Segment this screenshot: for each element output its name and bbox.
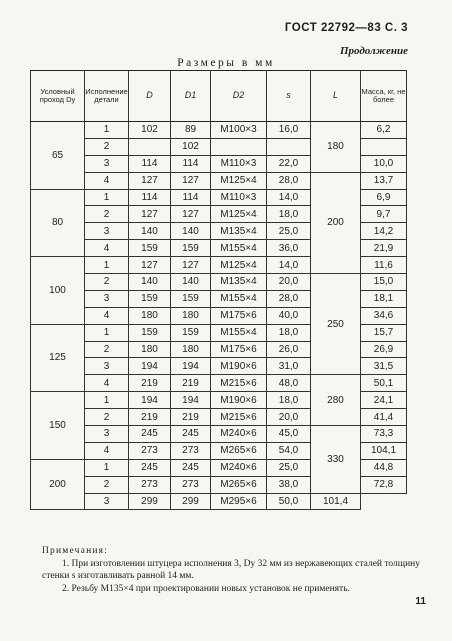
cell-mass: 73,3 — [361, 426, 407, 443]
cell-D1: 180 — [171, 341, 211, 358]
cell-version: 1 — [85, 257, 129, 274]
cell-D2: M155×4 — [211, 324, 267, 341]
col-header-D: D — [129, 71, 171, 122]
cell-s: 38,0 — [267, 476, 311, 493]
cell-s: 20,0 — [267, 409, 311, 426]
cell-D: 114 — [129, 155, 171, 172]
cell-s: 28,0 — [267, 290, 311, 307]
cell-s: 50,0 — [267, 493, 311, 510]
cell-mass: 104,1 — [361, 442, 407, 459]
cell-mass: 24,1 — [361, 392, 407, 409]
cell-D: 180 — [129, 341, 171, 358]
col-header-L: L — [311, 71, 361, 122]
cell-D2: M265×6 — [211, 476, 267, 493]
table-caption: Размеры в мм — [177, 57, 275, 69]
cell-nominal-bore: 200 — [31, 459, 85, 510]
notes-title: Примечания: — [42, 546, 109, 556]
cell-mass: 101,4 — [311, 493, 361, 510]
cell-nominal-bore: 80 — [31, 189, 85, 257]
cell-D2: M100×3 — [211, 122, 267, 139]
cell-D2: M155×4 — [211, 240, 267, 257]
cell-D2: M175×6 — [211, 341, 267, 358]
cell-version: 2 — [85, 409, 129, 426]
cell-s: 18,0 — [267, 392, 311, 409]
cell-D2: M175×6 — [211, 307, 267, 324]
page-number: 11 — [415, 596, 426, 607]
cell-s — [267, 138, 311, 155]
cell-s: 20,0 — [267, 274, 311, 291]
cell-D: 127 — [129, 206, 171, 223]
cell-mass: 15,0 — [361, 274, 407, 291]
cell-D2: M110×3 — [211, 189, 267, 206]
col-header-D2: D2 — [211, 71, 267, 122]
cell-D1: 219 — [171, 409, 211, 426]
table-row — [31, 375, 407, 392]
cell-s: 16,0 — [267, 122, 311, 139]
cell-D: 127 — [129, 172, 171, 189]
cell-D2: M125×4 — [211, 206, 267, 223]
cell-s: 25,0 — [267, 459, 311, 476]
cell-D1: 89 — [171, 122, 211, 139]
cell-version: 1 — [85, 392, 129, 409]
cell-version: 3 — [85, 155, 129, 172]
cell-D: 219 — [129, 409, 171, 426]
cell-D: 159 — [129, 324, 171, 341]
col-header-mass: Масса, кг, не более — [361, 71, 407, 122]
cell-L: 200 — [311, 172, 361, 273]
cell-D1: 114 — [171, 155, 211, 172]
cell-version: 4 — [85, 307, 129, 324]
cell-L: 330 — [311, 426, 361, 494]
cell-version: 4 — [85, 442, 129, 459]
cell-mass: 18,1 — [361, 290, 407, 307]
cell-version: 3 — [85, 493, 129, 510]
cell-D1: 127 — [171, 257, 211, 274]
cell-D: 245 — [129, 426, 171, 443]
cell-D: 194 — [129, 358, 171, 375]
cell-L: 250 — [311, 274, 361, 375]
cell-D: 273 — [129, 442, 171, 459]
cell-version: 1 — [85, 189, 129, 206]
cell-D: 194 — [129, 392, 171, 409]
cell-version: 2 — [85, 274, 129, 291]
cell-version: 4 — [85, 240, 129, 257]
standard-header: ГОСТ 22792—83 С. 3 — [284, 22, 408, 34]
table-row — [31, 122, 407, 139]
cell-D2: M110×3 — [211, 155, 267, 172]
cell-D: 102 — [129, 122, 171, 139]
cell-version: 4 — [85, 375, 129, 392]
cell-D2: M190×6 — [211, 358, 267, 375]
cell-D2 — [211, 138, 267, 155]
cell-s: 45,0 — [267, 426, 311, 443]
note-item-2: 2. Резьбу M135×4 при проектировании новых установок не применять. — [62, 583, 350, 594]
cell-mass: 41,4 — [361, 409, 407, 426]
cell-mass: 26,9 — [361, 341, 407, 358]
cell-D: 299 — [129, 493, 171, 510]
cell-D1: 245 — [171, 459, 211, 476]
cell-D: 114 — [129, 189, 171, 206]
cell-D1: 273 — [171, 442, 211, 459]
cell-version: 1 — [85, 459, 129, 476]
cell-D: 245 — [129, 459, 171, 476]
cell-s: 18,0 — [267, 324, 311, 341]
dimensions-table — [30, 70, 407, 510]
cell-D2: M240×6 — [211, 459, 267, 476]
cell-D1: 102 — [171, 138, 211, 155]
cell-s: 22,0 — [267, 155, 311, 172]
cell-s: 54,0 — [267, 442, 311, 459]
cell-D2: M135×4 — [211, 223, 267, 240]
cell-D2: M125×4 — [211, 257, 267, 274]
cell-D: 273 — [129, 476, 171, 493]
cell-version: 2 — [85, 341, 129, 358]
cell-D1: 273 — [171, 476, 211, 493]
cell-s: 25,0 — [267, 223, 311, 240]
cell-D: 219 — [129, 375, 171, 392]
table-row — [31, 426, 407, 443]
cell-s: 31,0 — [267, 358, 311, 375]
cell-mass: 34,6 — [361, 307, 407, 324]
cell-nominal-bore: 65 — [31, 122, 85, 190]
notes-block — [42, 545, 422, 595]
cell-D: 140 — [129, 223, 171, 240]
cell-D: 180 — [129, 307, 171, 324]
cell-D1: 194 — [171, 358, 211, 375]
cell-D1: 159 — [171, 290, 211, 307]
cell-D: 159 — [129, 290, 171, 307]
note-item-1: 1. При изготовлении штуцера исполнения 3, Dу 32 мм из нержавеющих сталей толщину стенки s изготавливать равной 14 мм. — [42, 558, 421, 581]
cell-s: 48,0 — [267, 375, 311, 392]
cell-D — [129, 138, 171, 155]
cell-mass: 31,5 — [361, 358, 407, 375]
cell-version: 2 — [85, 138, 129, 155]
cell-version: 3 — [85, 223, 129, 240]
continuation-label: Продолжение — [339, 45, 408, 57]
cell-mass — [361, 138, 407, 155]
cell-D2: M215×6 — [211, 409, 267, 426]
cell-D1: 180 — [171, 307, 211, 324]
cell-version: 3 — [85, 358, 129, 375]
cell-version: 3 — [85, 290, 129, 307]
cell-D1: 127 — [171, 172, 211, 189]
cell-mass: 14,2 — [361, 223, 407, 240]
cell-D1: 127 — [171, 206, 211, 223]
cell-D1: 159 — [171, 240, 211, 257]
cell-version: 2 — [85, 206, 129, 223]
cell-D2: M155×4 — [211, 290, 267, 307]
cell-mass: 15,7 — [361, 324, 407, 341]
table-row — [31, 172, 407, 189]
cell-s: 28,0 — [267, 172, 311, 189]
cell-D2: M135×4 — [211, 274, 267, 291]
cell-s: 40,0 — [267, 307, 311, 324]
cell-mass: 21,9 — [361, 240, 407, 257]
cell-s: 14,0 — [267, 189, 311, 206]
cell-nominal-bore: 125 — [31, 324, 85, 392]
cell-s: 26,0 — [267, 341, 311, 358]
cell-D2: M215×6 — [211, 375, 267, 392]
cell-s: 14,0 — [267, 257, 311, 274]
cell-nominal-bore: 150 — [31, 392, 85, 460]
cell-version: 1 — [85, 324, 129, 341]
cell-D: 127 — [129, 257, 171, 274]
cell-nominal-bore: 100 — [31, 257, 85, 325]
cell-D1: 114 — [171, 189, 211, 206]
cell-mass: 11,6 — [361, 257, 407, 274]
cell-D2: M240×6 — [211, 426, 267, 443]
cell-D: 159 — [129, 240, 171, 257]
cell-mass: 9,7 — [361, 206, 407, 223]
col-header-s: s — [267, 71, 311, 122]
cell-s: 18,0 — [267, 206, 311, 223]
cell-D1: 140 — [171, 274, 211, 291]
cell-mass: 44,8 — [361, 459, 407, 476]
cell-mass: 6,9 — [361, 189, 407, 206]
cell-D2: M190×6 — [211, 392, 267, 409]
cell-version: 1 — [85, 122, 129, 139]
cell-D1: 299 — [171, 493, 211, 510]
table-row — [31, 274, 407, 291]
cell-version: 3 — [85, 426, 129, 443]
cell-D2: M295×6 — [211, 493, 267, 510]
col-header-nominal-bore: Условный проход Dу — [31, 71, 85, 122]
table-body — [31, 122, 407, 510]
cell-D: 140 — [129, 274, 171, 291]
cell-s: 36,0 — [267, 240, 311, 257]
cell-version: 4 — [85, 172, 129, 189]
table-row — [31, 493, 407, 510]
cell-mass: 6,2 — [361, 122, 407, 139]
cell-D1: 219 — [171, 375, 211, 392]
cell-D2: M265×6 — [211, 442, 267, 459]
cell-L: 280 — [311, 375, 361, 426]
col-header-version: Исполнение детали — [85, 71, 129, 122]
cell-mass: 72,8 — [361, 476, 407, 493]
cell-D1: 245 — [171, 426, 211, 443]
cell-mass: 13,7 — [361, 172, 407, 189]
cell-version: 2 — [85, 476, 129, 493]
col-header-D1: D1 — [171, 71, 211, 122]
cell-D2: M125×4 — [211, 172, 267, 189]
cell-L: 180 — [311, 122, 361, 173]
cell-mass: 50,1 — [361, 375, 407, 392]
cell-D1: 159 — [171, 324, 211, 341]
cell-D1: 140 — [171, 223, 211, 240]
cell-D1: 194 — [171, 392, 211, 409]
cell-mass: 10,0 — [361, 155, 407, 172]
